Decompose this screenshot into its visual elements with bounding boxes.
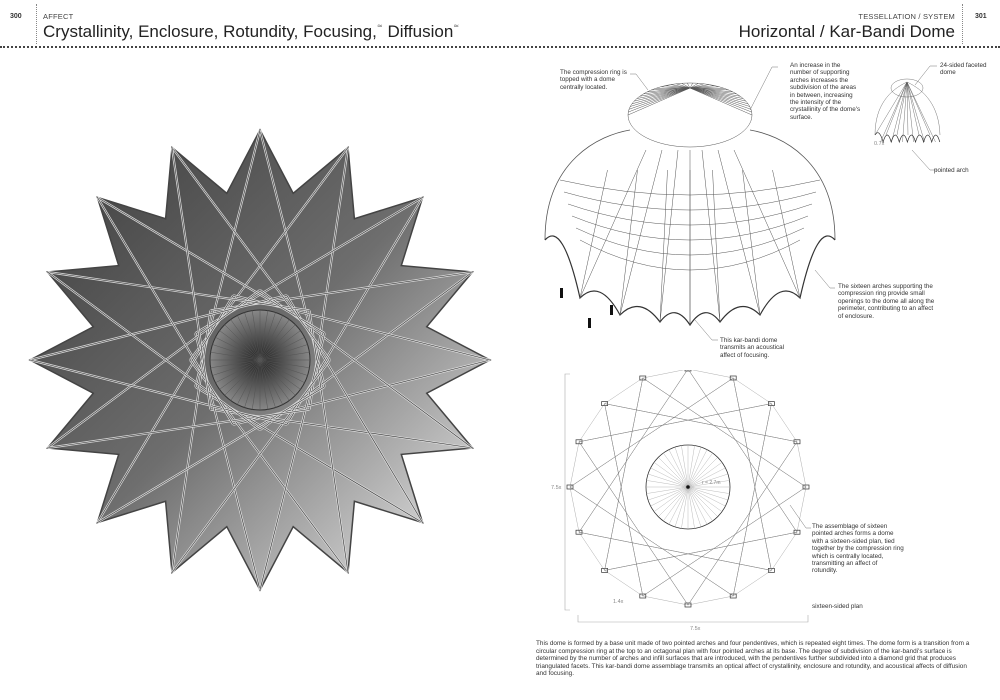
- right-section-label: TESSELLATION / SYSTEM: [858, 12, 955, 21]
- note-assemblage: The assemblage of sixteen pointed arches forms a dome with a sixteen-sided plan, tied together by the compression ring which is centrally located, transmitting an affect of rotundity.: [812, 523, 904, 575]
- dim-line-horizontal: [578, 615, 808, 622]
- right-page-number: 301: [975, 13, 987, 20]
- note-sixteen-arches: The sixteen arches supporting the compression ring provide small openings to the dome all along the perimeter, contributing to an affect of enclosure.: [838, 283, 935, 320]
- dim-line-vertical: [565, 374, 570, 610]
- note-pointed-arch: pointed arch: [934, 167, 969, 174]
- left-page-number: 300: [10, 13, 22, 20]
- dim-plan-width: 7.5x: [690, 626, 701, 632]
- note-focusing: This kar-bandi dome transmits an acoustical affect of focusing.: [720, 337, 785, 359]
- body-caption: This dome is formed by a base unit made of two pointed arches and four pendentives, which is repeated eight times. The dome form is a transition from a circular compression ring at the top to an octagonal plan with four pointed arches at its base. The degree of subdivision of the kar-bandi's surface is determined by the number of arches and infill surfaces that are introduced, with the pendentives further subdivided into a diamond grid that produces triangulated facets. This kar-bandi dome assemblage transmits an optical affect of crystallinity, enclosure and rotundity, and acoustical affects of diffusion and focusing.: [536, 640, 970, 678]
- dim-radius: r = 2.7m: [702, 480, 721, 486]
- dim-plan-height: 7.5x: [551, 485, 562, 491]
- left-section-label: AFFECT: [43, 12, 74, 21]
- note-increase-arches: An increase in the number of supporting arches increases the subdivision of the areas in between, increasing the intensity of the crystallinity of the dome's surface.: [790, 62, 861, 121]
- right-page-title: Horizontal / Kar-Bandi Dome: [738, 22, 955, 41]
- sound-wave-icon: ≃: [376, 23, 383, 30]
- title-part-1: Crystallinity, Enclosure, Rotundity, Focusing,: [43, 22, 377, 41]
- note-faceted-dome: 24-sided faceted dome: [940, 62, 987, 77]
- dim-small-height: 0.7x: [874, 141, 885, 147]
- dim-arch-span: 1.4x: [613, 599, 624, 605]
- sound-wave-icon: ≃: [453, 23, 460, 30]
- note-compression-ring: The compression ring is topped with a dome centrally located.: [560, 69, 627, 91]
- plan-label: sixteen-sided plan: [812, 603, 863, 610]
- title-part-2: Diffusion: [382, 22, 454, 41]
